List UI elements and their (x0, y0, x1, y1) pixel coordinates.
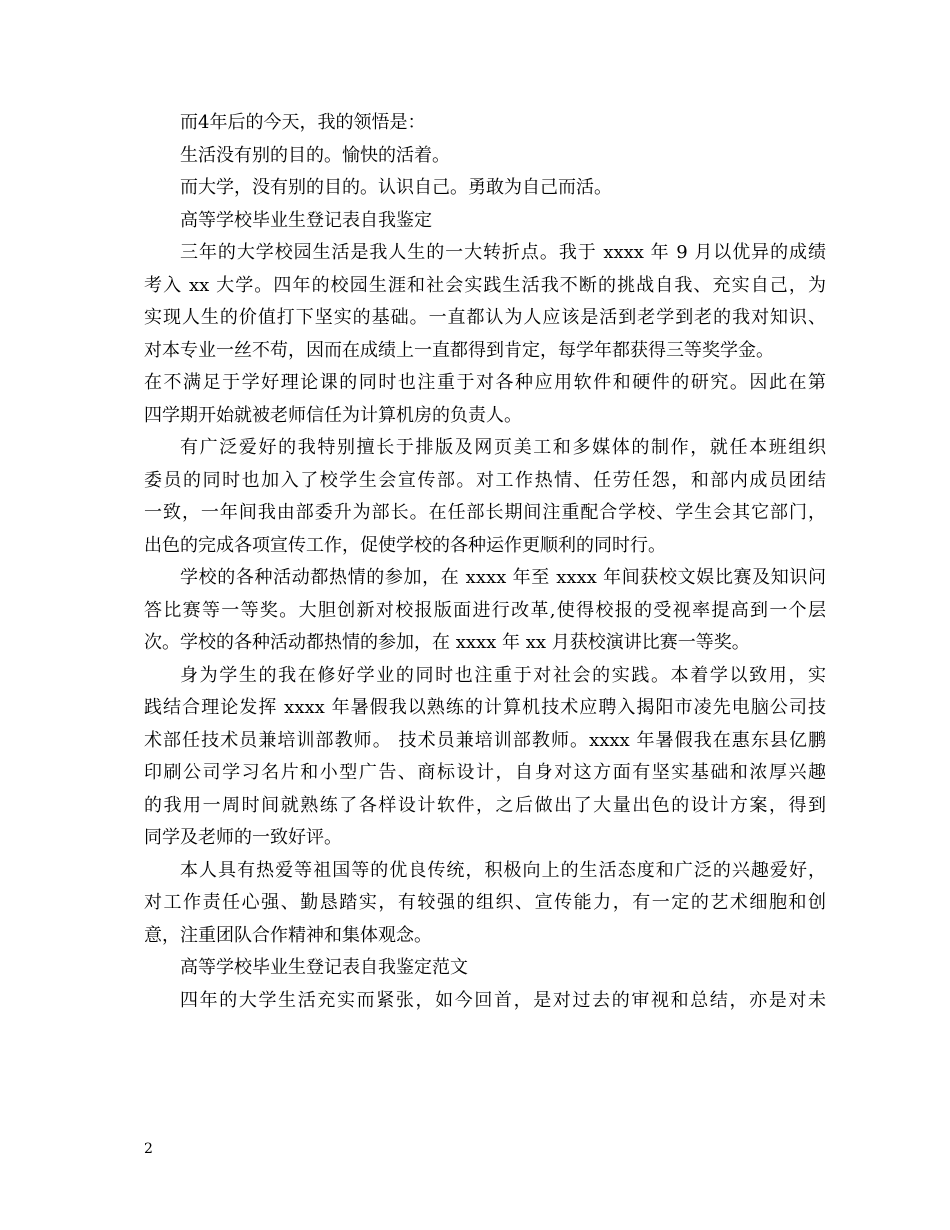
text-line: 答比赛等一等奖。大胆创新对校报版面进行改革,使得校报的受视率提高到一个层 (144, 599, 826, 621)
text-line: 委员的同时也加入了校学生会宣传部。对工作热情、任劳任怨，和部内成员团结 (144, 469, 826, 491)
section-heading: 高等学校毕业生登记表自我鉴定范文 (180, 957, 468, 978)
text-line: 一致，一年间我由部委升为部长。在任部长期间注重配合学校、学生会其它部门， (144, 502, 826, 523)
text-line: 而4年后的今天，我的领悟是： (180, 112, 426, 133)
page-number: 2 (144, 1141, 153, 1157)
text-line: 四学期开始就被老师信任为计算机房的负责人。 (144, 404, 522, 426)
text-line: 生活没有别的目的。愉快的活着。 (180, 144, 450, 166)
text-line: 践结合理论发挥 xxxx 年暑假我以熟练的计算机技术应聘入揭阳市凌先电脑公司技 (144, 697, 826, 718)
text-line: 印刷公司学习名片和小型广告、商标设计，自身对这方面有坚实基础和浓厚兴趣 (144, 762, 826, 783)
text-line: 身为学生的我在修好学业的同时也注重于对社会的实践。本着学以致用，实 (180, 664, 826, 686)
text-line: 意，注重团队合作精神和集体观念。 (144, 924, 432, 946)
text-line: 的我用一周时间就熟练了各样设计软件，之后做出了大量出色的设计方案，得到 (144, 794, 826, 816)
section-heading: 高等学校毕业生登记表自我鉴定 (180, 209, 432, 231)
text-line: 实现人生的价值打下坚实的基础。一直都认为人应该是活到老学到老的我对知识、 (144, 307, 826, 328)
text-line: 对本专业一丝不苟，因而在成绩上一直都得到肯定，每学年都获得三等奖学金。 (144, 339, 774, 361)
text-line: 学校的各种活动都热情的参加，在 xxxx 年至 xxxx 年间获校文娱比赛及知识问 (180, 567, 826, 588)
text-line: 次。学校的各种活动都热情的参加，在 xxxx 年 xx 月获校演讲比赛一等奖。 (144, 632, 750, 653)
text-line: 本人具有热爱等祖国等的优良传统，积极向上的生活态度和广泛的兴趣爱好， (180, 859, 826, 881)
text-line: 三年的大学校园生活是我人生的一大转折点。我于 xxxx 年 9 月以优异的成绩 (180, 242, 826, 263)
text-line: 四年的大学生活充实而紧张，如今回首，是对过去的审视和总结，亦是对未 (180, 989, 826, 1011)
text-line: 术部任技术员兼培训部教师。 技术员兼培训部教师。xxxx 年暑假我在惠东县亿鹏 (144, 729, 826, 751)
text-line: 出色的完成各项宣传工作，促使学校的各种运作更顺利的同时行。 (144, 534, 666, 556)
document-body (144, 114, 826, 1024)
text-line: 考入 xx 大学。四年的校园生涯和社会实践生活我不断的挑战自我、充实自己，为 (144, 274, 826, 296)
text-line: 对工作责任心强、勤恳踏实，有较强的组织、宣传能力，有一定的艺术细胞和创 (144, 892, 826, 913)
text-line: 在不满足于学好理论课的同时也注重于对各种应用软件和硬件的研究。因此在第 (144, 372, 826, 393)
text-line: 有广泛爱好的我特别擅长于排版及网页美工和多媒体的制作，就任本班组织 (180, 437, 826, 458)
text-line: 同学及老师的一致好评。 (144, 827, 342, 848)
text-line: 而大学，没有别的目的。认识自己。勇敢为自己而活。 (180, 177, 612, 198)
